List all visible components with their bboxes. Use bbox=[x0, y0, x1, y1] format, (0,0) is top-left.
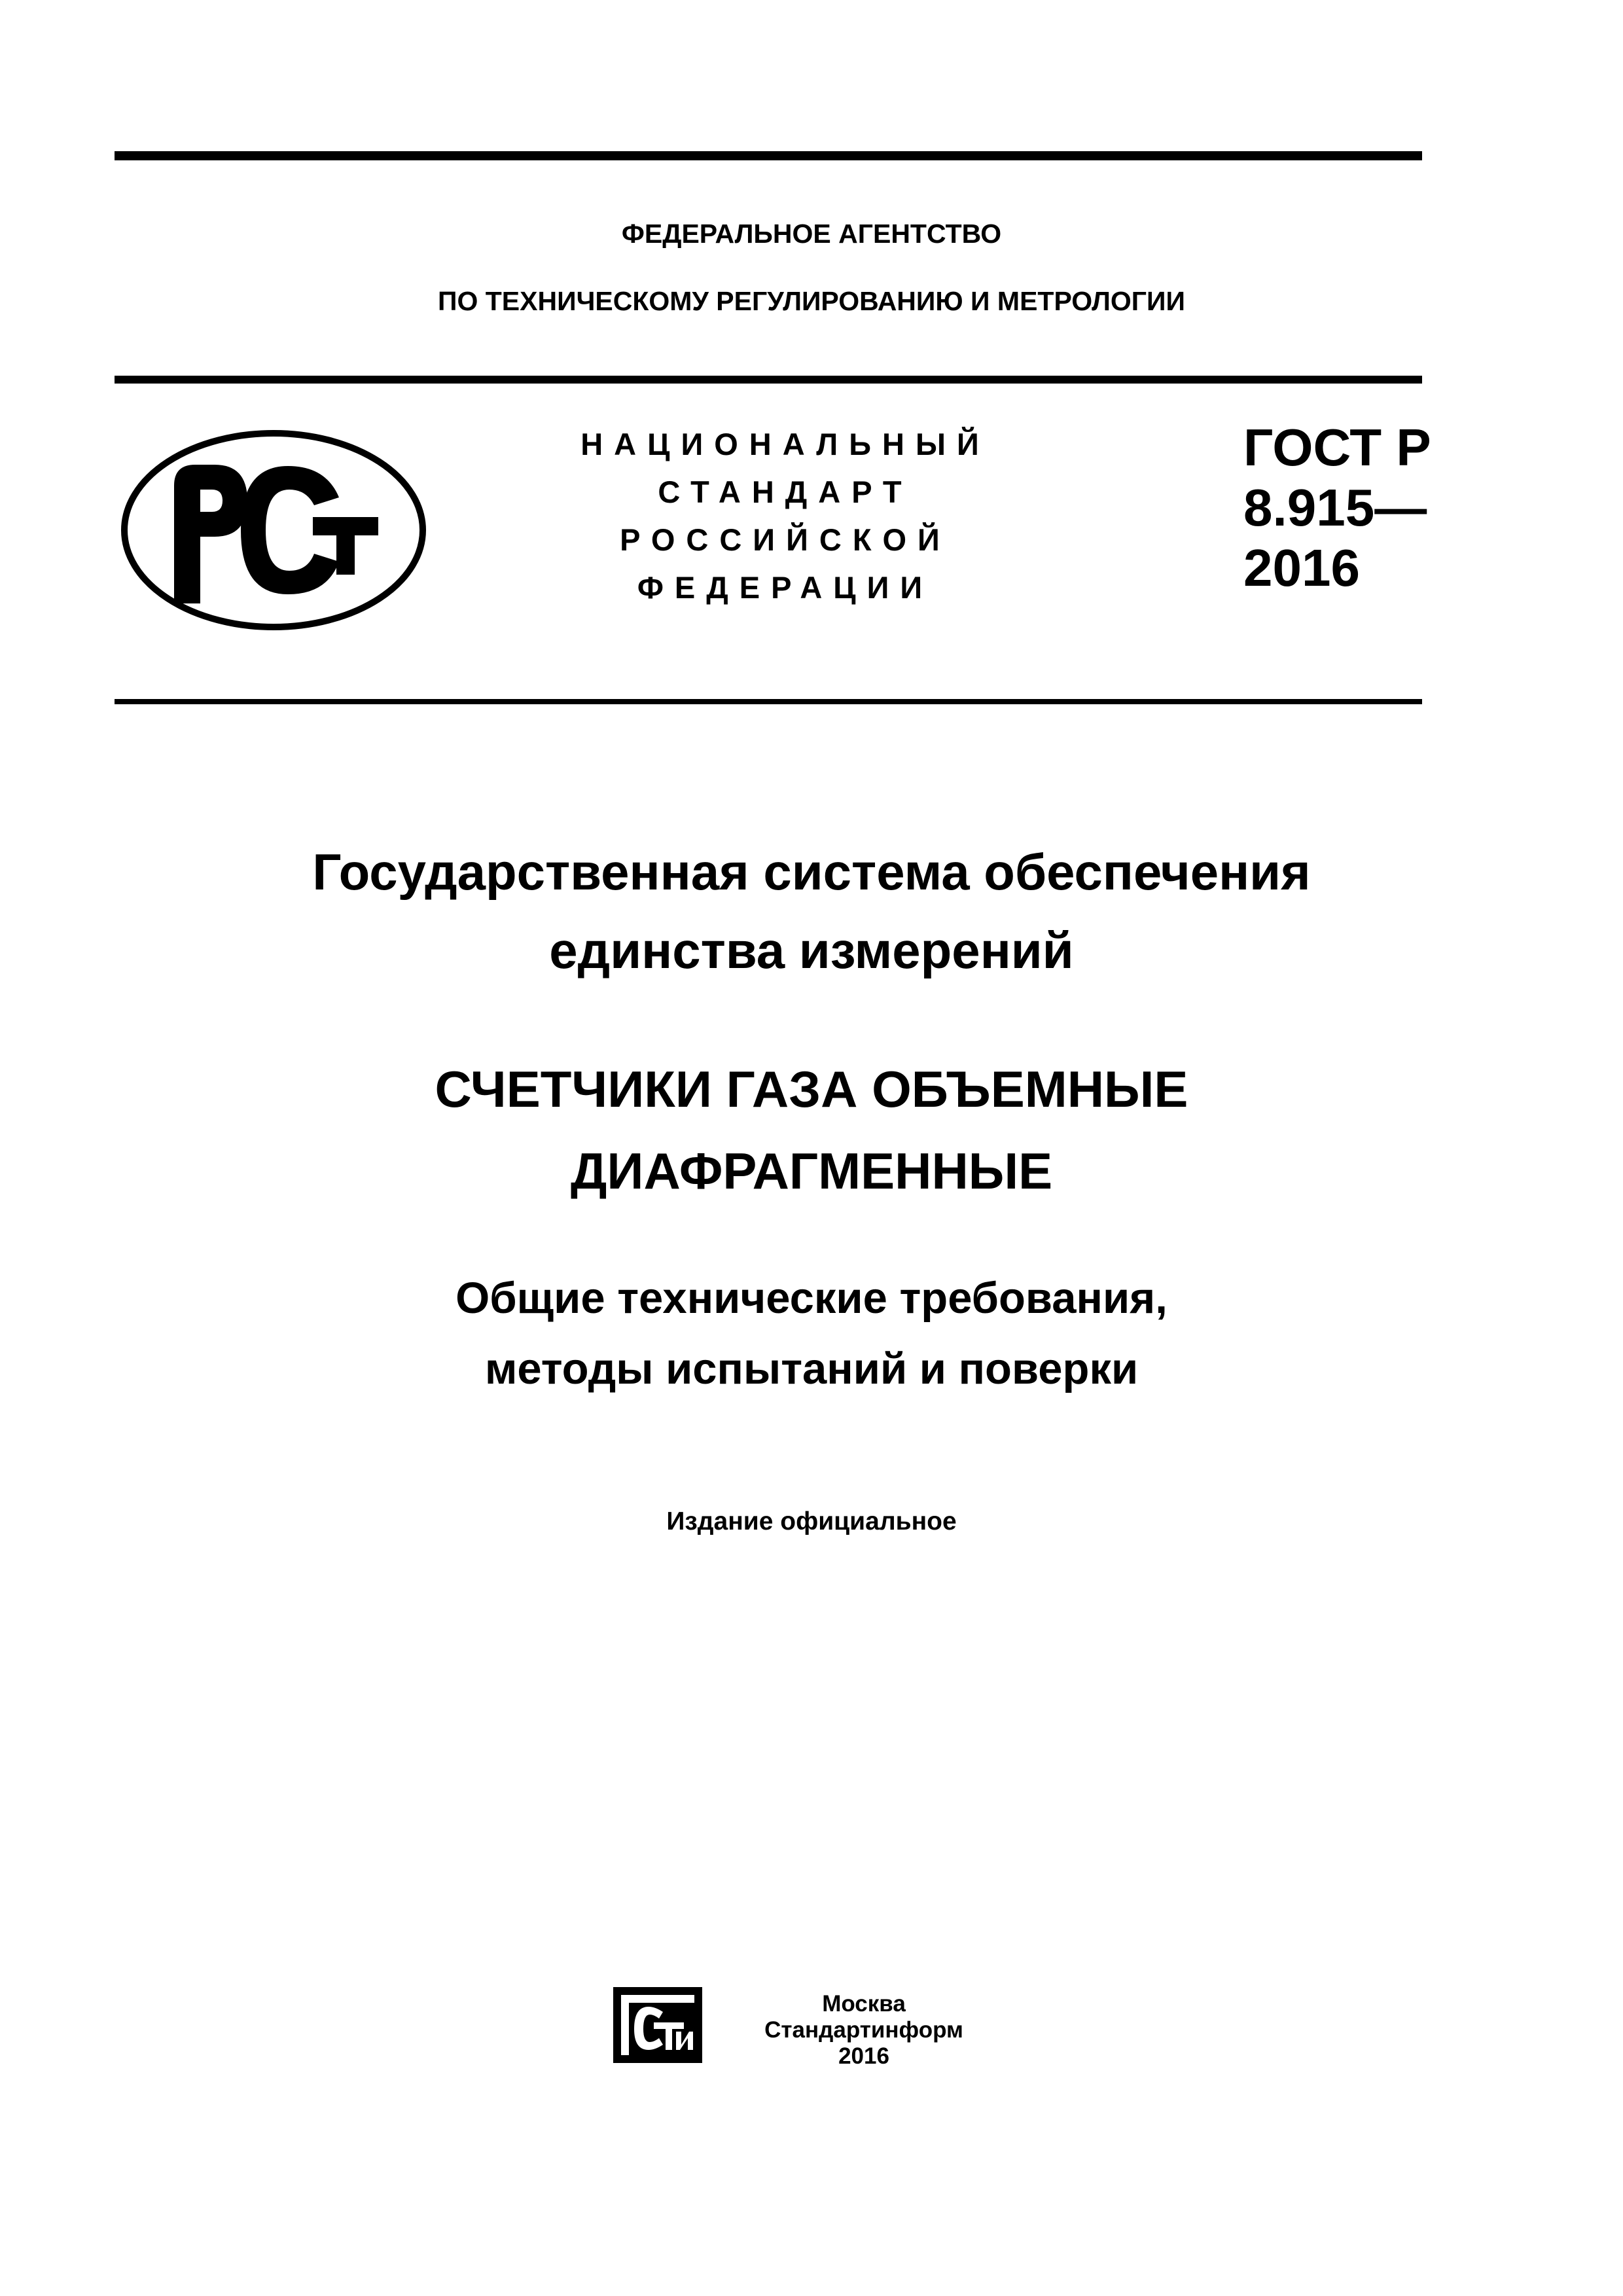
publisher-city: Москва bbox=[822, 1991, 906, 2017]
rst-logo-icon bbox=[116, 425, 431, 635]
main-title-line-1: СЧЕТЧИКИ ГАЗА ОБЪЕМНЫЕ bbox=[435, 1060, 1188, 1118]
agency-line-2: ПО ТЕХНИЧЕСКОМУ РЕГУЛИРОВАНИЮ И МЕТРОЛОГИИ bbox=[438, 286, 1185, 316]
national-standard-line-2: СТАНДАРТ bbox=[658, 475, 913, 509]
standard-code-line-2: 8.915— bbox=[1243, 478, 1427, 537]
system-title-line-2: единства измерений bbox=[549, 922, 1074, 979]
national-standard-line-1: НАЦИОНАЛЬНЫЙ bbox=[580, 427, 990, 461]
system-title-line-1: Государственная система обеспечения bbox=[312, 843, 1311, 901]
edition-label: Издание официальное bbox=[666, 1507, 957, 1535]
publisher-year: 2016 bbox=[838, 2043, 889, 2069]
national-standard-line-4: ФЕДЕРАЦИИ bbox=[637, 570, 934, 605]
standard-code-line-3: 2016 bbox=[1243, 539, 1360, 597]
national-standard-line-3: РОССИЙСКОЙ bbox=[620, 522, 951, 557]
main-title-line-2: ДИАФРАГМЕННЫЕ bbox=[570, 1142, 1053, 1200]
standard-rule bbox=[115, 699, 1422, 704]
subtitle-line-1: Общие технические требования, bbox=[455, 1274, 1168, 1323]
subtitle-line-2: методы испытаний и поверки bbox=[484, 1344, 1139, 1393]
top-rule bbox=[115, 151, 1422, 160]
header-rule bbox=[115, 376, 1422, 384]
publisher-name: Стандартинформ bbox=[764, 2017, 963, 2043]
agency-line-1: ФЕДЕРАЛЬНОЕ АГЕНТСТВО bbox=[621, 219, 1002, 249]
standard-code-line-1: ГОСТ Р bbox=[1243, 418, 1431, 476]
standard-code bbox=[1243, 418, 1518, 598]
standartinform-logo-icon bbox=[612, 1986, 704, 2064]
